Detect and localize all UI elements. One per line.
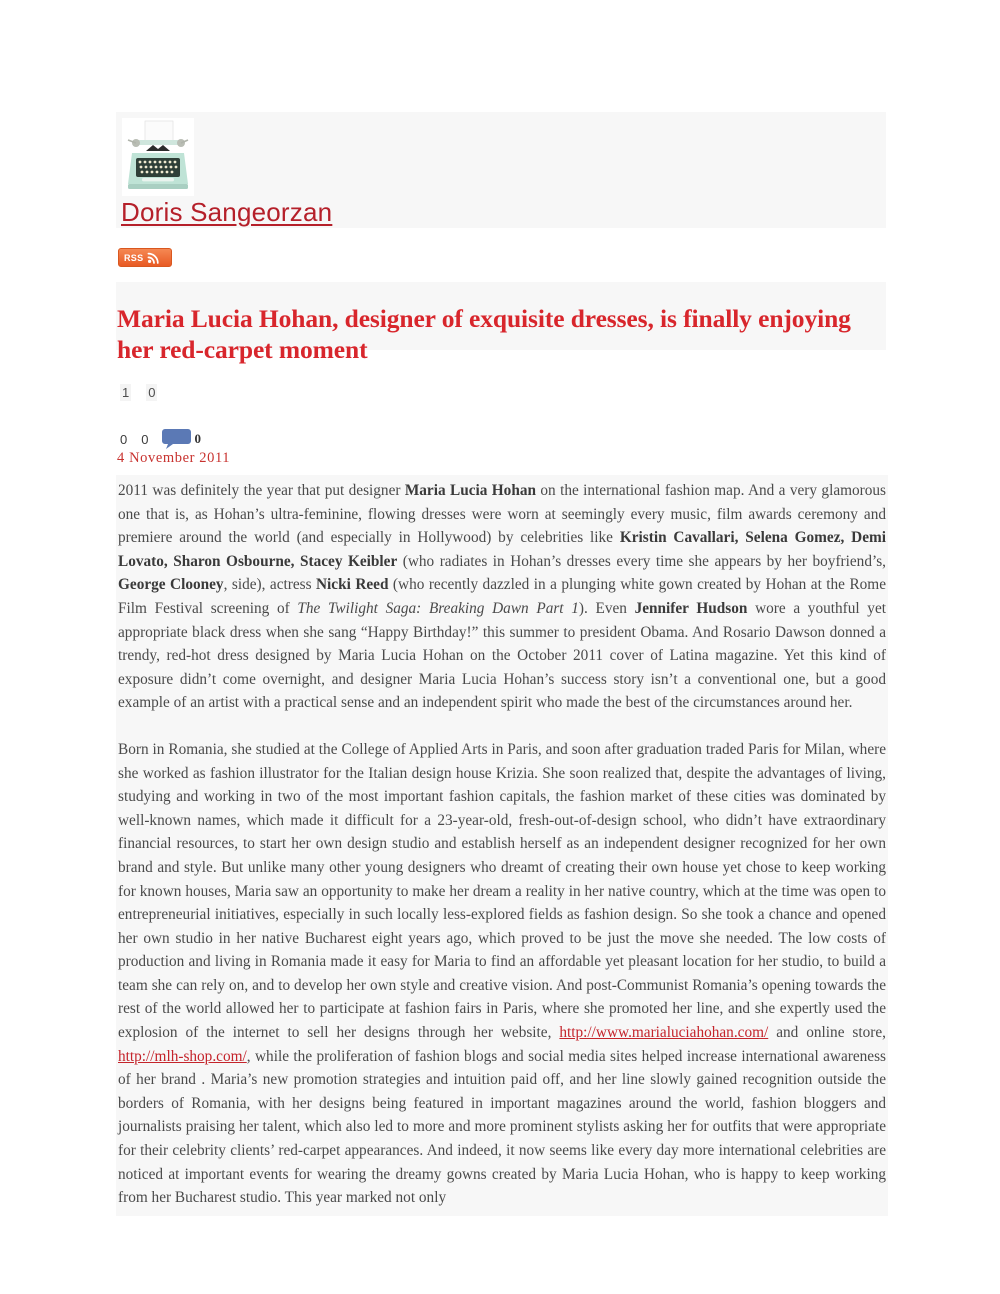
body-text: , while the proliferation of fashion blogs and social media sites helped increase international awareness of her brand . Maria’s new promotion strategies and intuition paid off, and her line slowly gained recognition outside the borders of Romania, with her designs being featured in important magazines around the world, fashion bloggers and journalists praising her talent, which also led to more and more prominent stylists asking her for outfits that were appropriate for their celebrity clients’ red-carpet appearances. And indeed, it now seems like every day more international celebrities are noticed at important events for wearing the dreamy gowns created by Maria Lucia Hohan, who is happy to keep working from her Bucharest studio. This year marked not only: [118, 1047, 886, 1207]
body-text: (who recently dazzled in a plunging white gown created by Hohan at the Rome Film Festival screening of: [118, 576, 886, 617]
rss-wave-icon: [147, 251, 160, 264]
typewriter-icon: [122, 118, 194, 196]
share-count-2[interactable]: 0: [148, 385, 156, 400]
paragraph-1: [118, 479, 886, 715]
comment-bubble-icon: [162, 428, 192, 450]
film-title-italic: The Twilight Saga: Breaking Dawn Part 1: [297, 599, 579, 617]
rss-label: RSS: [124, 252, 144, 263]
body-text: ). Even: [578, 599, 635, 617]
post-date: 4 November 2011: [117, 450, 231, 466]
emphasis-name: George Clooney: [118, 576, 224, 594]
share-count-1[interactable]: 1: [122, 385, 130, 400]
rss-button[interactable]: [118, 248, 172, 267]
body-text: on the international fashion map. And a very glamorous one that is, as Hohan’s ultra-feminine, flowing dresses were worn at seemingly every music, film awards ceremony and premiere around the world (and especially in Hollywood) by celebrities like: [118, 482, 887, 547]
inline-url-link[interactable]: http://www.marialuciahohan.com/: [559, 1024, 769, 1042]
article-body: [116, 475, 888, 1216]
body-text: wore a youthful yet appropriate black dress when she sang “Happy Birthday!” this summer to president Obama. And Rosario Dawson donned a trendy, red-hot dress designed by Maria Lucia Hohan on the October 2011 cover of Latina magazine. Yet this kind of exposure didn’t come overnight, and designer Maria Lucia Hohan’s success story isn’t a conventional one, but a good example of an artist with a practical sense and an independent spirit who made the best of the circumstances around her.: [118, 599, 886, 712]
share-counters-row-top: [120, 384, 157, 401]
body-text: and online store,: [768, 1024, 886, 1042]
paragraph-2: [118, 738, 886, 1210]
comments-link[interactable]: [162, 428, 206, 450]
page-title: Maria Lucia Hohan, designer of exquisite dresses, is finally enjoying her red-carpet moment: [117, 304, 851, 365]
blog-author-link[interactable]: Doris Sangeorzan: [121, 197, 333, 227]
share-count-4[interactable]: 0: [141, 431, 149, 447]
share-counters-row-bottom: [120, 428, 206, 450]
body-text: 2011 was definitely the year that put designer: [118, 482, 405, 499]
body-text: Born in Romania, she studied at the College of Applied Arts in Paris, and soon after graduation traded Paris for Milan, where she worked as fashion illustrator for the Italian design house Krizia. She soon realized that, despite the advantages of living, studying and working in two of the most important fashion capitals, the fashion market of these cities was dominated by well-known names, which made it difficult for a 23-year-old, fresh-out-of-design school, who didn’t have extraordinary financial resources, to start her own design studio and establish herself as an independent designer recognized for her own brand and style. But unlike many other young designers who dreamt of creating their own house yet chose to keep working for known houses, Maria saw an opportunity to make her dream a reality in her native country, which at the time was open to entrepreneurial initiatives, especially in such locally less-explored fields as fashion design. So she took a chance and opened her own studio in her native Bucharest eight years ago, which proved to be just the move she needed. The low costs of production and living in Romania made it easy for Maria to find an affordable yet pleasant location for her studio, to build a team she can rely on, and to develop her own style and creative vision. And post-Communist Romania’s opening towards the rest of the world allowed her to participate at fashion fairs in Paris, where she promoted her line, and she expertly used the explosion of the internet to sell her designs through her website,: [118, 740, 886, 1042]
emphasis-name: Jennifer Hudson: [634, 599, 748, 617]
emphasis-name: Nicki Reed: [316, 576, 389, 594]
emphasis-name: Maria Lucia Hohan: [404, 482, 536, 499]
comment-count: 0: [194, 431, 201, 446]
body-text: , side), actress: [223, 576, 316, 594]
inline-url-link[interactable]: http://mlh-shop.com/: [118, 1047, 247, 1065]
emphasis-name: Kristin Cavallari, Selena Gomez, Demi Lovato, Sharon Osbourne, Stacey Keibler: [118, 529, 886, 570]
share-count-3[interactable]: 0: [120, 431, 128, 447]
body-text: (who radiates in Hohan’s dresses every time she appears by her boyfriend’s,: [397, 552, 886, 570]
